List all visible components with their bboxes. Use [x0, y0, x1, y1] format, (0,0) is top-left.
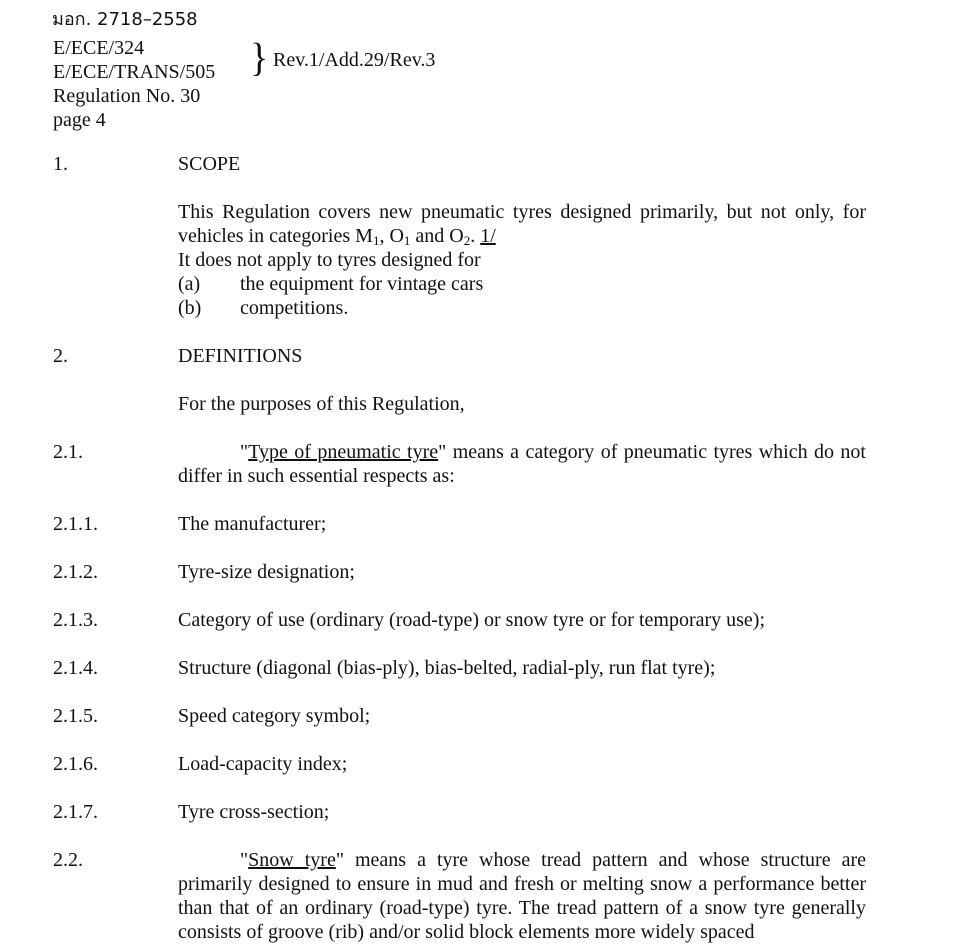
clause-number: 2.1.7.	[53, 801, 98, 823]
defined-term: Snow tyre	[248, 849, 336, 871]
clause-number: 2.1.6.	[53, 753, 98, 775]
list-item-label: (b)	[178, 297, 202, 319]
clause-text: Category of use (ordinary (road-type) or snow tyre or for temporary use);	[178, 609, 766, 631]
revision-label: Rev.1/Add.29/Rev.3	[273, 49, 436, 71]
definition-paragraph: "Type of pneumatic tyre" means a category of pneumatic tyres which do not differ in such essential respects as:	[178, 441, 866, 487]
clause-text: Tyre cross-section;	[178, 801, 330, 823]
definitions-intro: For the purposes of this Regulation,	[178, 393, 465, 415]
clause-number: 2.1.5.	[53, 705, 98, 727]
section-heading: SCOPE	[178, 153, 241, 175]
defined-term: Type of pneumatic tyre	[248, 441, 439, 463]
scope-paragraph: This Regulation covers new pneumatic tyres designed primarily, but not only, for vehicles in categories $M_1$, $O_1$ and $O_2$. 1/	[178, 201, 866, 248]
clause-number: 2.1.2.	[53, 561, 98, 583]
page-number: page 4	[53, 109, 106, 131]
standard-reference: มอก. 2718–2558	[52, 9, 198, 30]
section-number: 1.	[53, 153, 68, 175]
list-item-text: the equipment for vintage cars	[240, 273, 484, 295]
header-brace: }	[250, 35, 269, 81]
scope-exclusion: It does not apply to tyres designed for	[178, 249, 481, 271]
list-item-text: competitions.	[240, 297, 349, 319]
clause-number: 2.1.3.	[53, 609, 98, 631]
regulation-number: Regulation No. 30	[53, 85, 201, 107]
clause-number: 2.1.	[53, 441, 83, 463]
clause-number: 2.2.	[53, 849, 83, 871]
footnote-link[interactable]: 1/	[480, 225, 496, 247]
definition-paragraph: "Snow tyre" means a tyre whose tread pattern and whose structure are primarily designed to ensure in mud and fresh or melting snow a performance better than that of an ordinary (road-type) tyre. The tread pattern of a snow tyre generally consists of groove (rib) and/or solid block elements more widely spaced	[178, 849, 866, 943]
clause-text: Tyre-size designation;	[178, 561, 355, 583]
doc-code-1: E/ECE/324	[53, 37, 145, 59]
clause-number: 2.1.4.	[53, 657, 98, 679]
section-heading: DEFINITIONS	[178, 345, 303, 367]
clause-text: Structure (diagonal (bias-ply), bias-belted, radial-ply, run flat tyre);	[178, 657, 716, 679]
clause-text: The manufacturer;	[178, 513, 327, 535]
clause-number: 2.1.1.	[53, 513, 98, 535]
doc-code-2: E/ECE/TRANS/505	[53, 61, 216, 83]
clause-text: Speed category symbol;	[178, 705, 371, 727]
section-number: 2.	[53, 345, 68, 367]
list-item-label: (a)	[178, 273, 201, 295]
clause-text: Load-capacity index;	[178, 753, 348, 775]
